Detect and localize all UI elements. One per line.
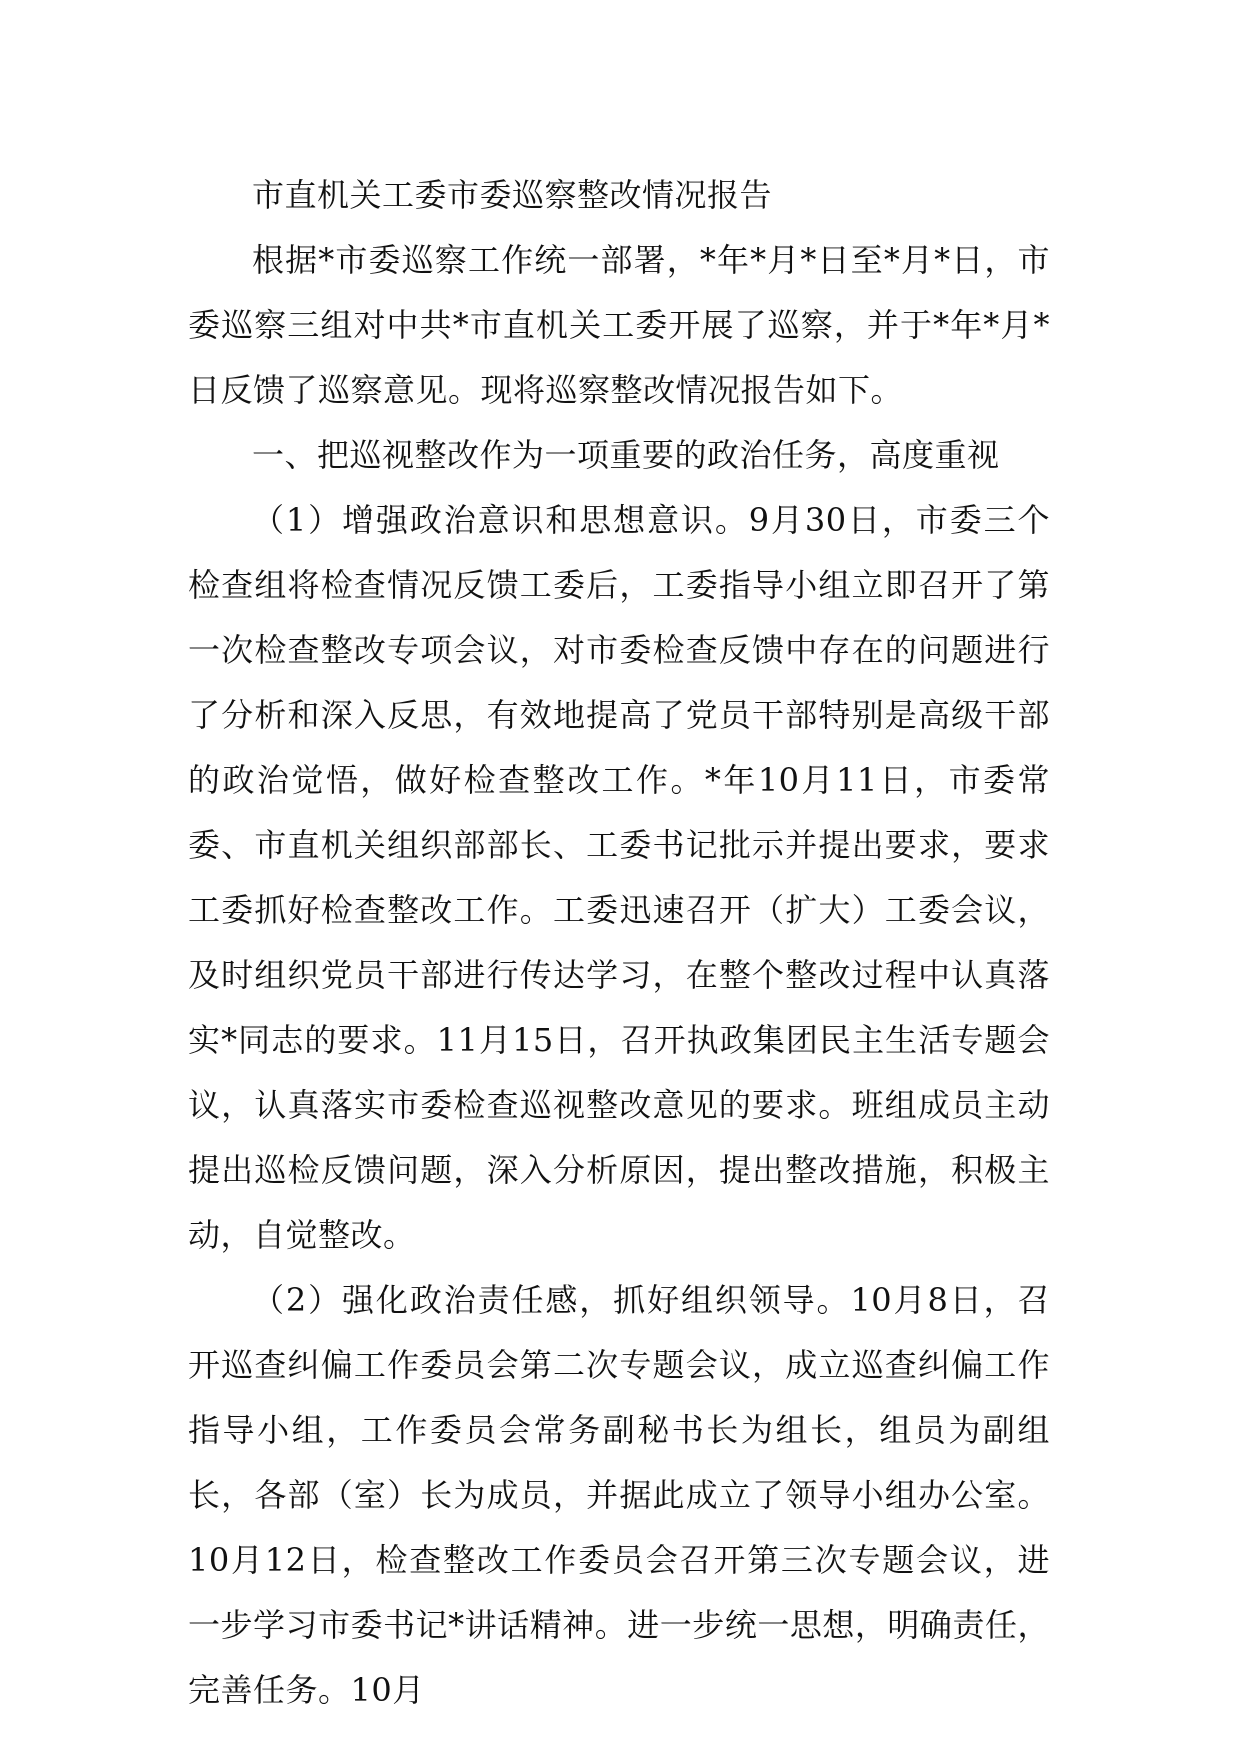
section-heading-1: 一、把巡视整改作为一项重要的政治任务，高度重视	[252, 436, 1000, 474]
paragraph-intro: 根据*市委巡察工作统一部署，*年*月*日至*月*日，市委巡察三组对中共*市直机关工委开展了巡察，并于*年*月*日反馈了巡察意见。现将巡察整改情况报告如下。	[188, 241, 1050, 409]
paragraph-item-2: （2）强化政治责任感，抓好组织领导。10月8日，召开巡查纠偏工作委员会第二次专题会议，成立巡查纠偏工作指导小组，工作委员会常务副秘书长为组长，组员为副组长，各部（室）长为成员，并据此成立了领导小组办公室。10月12日，检查整改工作委员会召开第三次专题会议，进一步学习市委书记*讲话精神。进一步统一思想，明确责任，完善任务。10月	[188, 1281, 1050, 1709]
document-body	[188, 163, 1050, 1723]
paragraph-item-1: （1）增强政治意识和思想意识。9月30日，市委三个检查组将检查情况反馈工委后，工委指导小组立即召开了第一次检查整改专项会议，对市委检查反馈中存在的问题进行了分析和深入反思，有效地提高了党员干部特别是高级干部的政治觉悟，做好检查整改工作。*年10月11日，市委常委、市直机关组织部部长、工委书记批示并提出要求，要求工委抓好检查整改工作。工委迅速召开（扩大）工委会议，及时组织党员干部进行传达学习，在整个整改过程中认真落实*同志的要求。11月15日，召开执政集团民主生活专题会议，认真落实市委检查巡视整改意见的要求。班组成员主动提出巡检反馈问题，深入分析原因，提出整改措施，积极主动，自觉整改。	[188, 501, 1050, 1254]
document-title: 市直机关工委市委巡察整改情况报告	[252, 176, 773, 214]
